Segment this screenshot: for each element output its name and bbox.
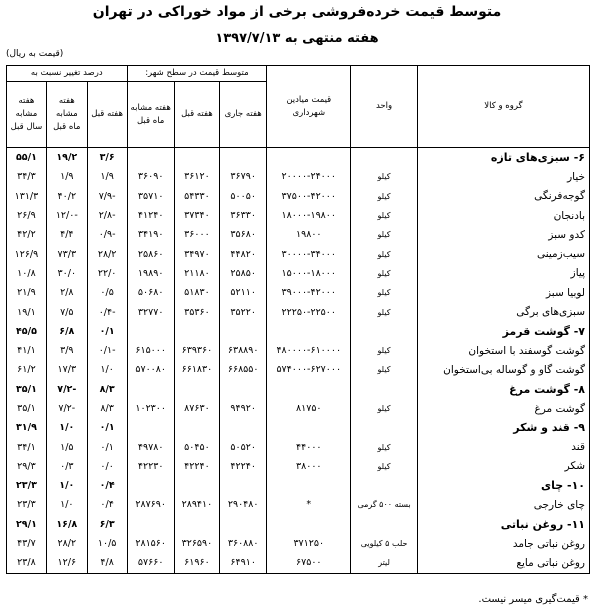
cell-change-year: ۴۳/۷ [7, 534, 47, 553]
cell-month-week: ۳۲۷۷۰ [127, 302, 174, 321]
cell-current-week: ۴۲۲۴۰ [220, 457, 267, 476]
cell-name: روغن نباتی مایع [417, 553, 589, 573]
cell-month-week: ۴۹۷۸۰ [127, 437, 174, 456]
cell-change-month: ۱/۹ [46, 167, 87, 186]
cell-change-year: ۲۹/۱ [7, 515, 47, 534]
table-row [7, 437, 590, 456]
cell-change-month: ۱۹/۲ [46, 148, 87, 168]
cell-change-month: ۶/۸ [46, 322, 87, 341]
cell-name: لوبیا سبز [417, 283, 589, 302]
cell-official-price: ۳۹۰۰۰-۴۲۰۰۰ [267, 283, 351, 302]
cell-prev-week: ۴۲۲۴۰ [174, 457, 219, 476]
cell-change-year: ۲۳/۳ [7, 495, 47, 514]
cell-name: شکر [417, 457, 589, 476]
cell-change-year: ۱۳۱/۳ [7, 187, 47, 206]
cell-change-prev-week: ۸/۳ [87, 399, 127, 418]
cell-change-year: ۴۲/۲ [7, 225, 47, 244]
cell-prev-week: ۳۶۱۲۰ [174, 167, 219, 186]
cell-change-prev-week: ۳/۶ [87, 148, 127, 168]
cell-month-week: ۴۲۲۳۰ [127, 457, 174, 476]
cell-unit [351, 322, 418, 341]
table-header [7, 66, 590, 148]
cell-change-prev-week: ۰/۰ [87, 457, 127, 476]
header-change-year: هفته مشابه سال قبل [7, 82, 47, 148]
cell-name: ۸- گوشت مرغ [417, 380, 589, 399]
cell-unit: کیلو [351, 187, 418, 206]
cell-change-prev-week: -۰/۹ [87, 225, 127, 244]
cell-current-week [220, 515, 267, 534]
cell-change-month: ۳/۹ [46, 341, 87, 360]
cell-prev-week: ۳۶۰۰۰ [174, 225, 219, 244]
cell-change-year: ۵۵/۱ [7, 148, 47, 168]
header-group: گروه و کالا [417, 66, 589, 148]
cell-unit: لیتر [351, 553, 418, 573]
cell-official-price: ۶۷۵۰۰ [267, 553, 351, 573]
cell-prev-week: ۳۷۳۴۰ [174, 206, 219, 225]
category-row [7, 380, 590, 399]
cell-current-week: ۵۲۱۱۰ [220, 283, 267, 302]
cell-change-month: ۴۰/۲ [46, 187, 87, 206]
cell-current-week [220, 322, 267, 341]
cell-change-month: ۱۲/۶ [46, 553, 87, 573]
cell-unit: کیلو [351, 167, 418, 186]
price-table [6, 65, 590, 574]
cell-current-week [220, 476, 267, 495]
cell-change-prev-week: ۲۸/۲ [87, 244, 127, 263]
cell-change-month: ۱۷/۳ [46, 360, 87, 379]
cell-official-price: ۳۷۱۲۵۰ [267, 534, 351, 553]
category-row [7, 322, 590, 341]
cell-unit: کیلو [351, 437, 418, 456]
cell-change-prev-week: ۰/۵ [87, 283, 127, 302]
cell-current-week: ۶۳۸۸۹۰ [220, 341, 267, 360]
cell-current-week: ۲۵۸۵۰ [220, 264, 267, 283]
header-change-prev-week: هفته قبل [87, 82, 127, 148]
cell-prev-week: ۵۱۸۳۰ [174, 283, 219, 302]
header-current-week: هفته جاری [220, 82, 267, 148]
cell-current-week [220, 380, 267, 399]
cell-unit: کیلو [351, 206, 418, 225]
cell-prev-week: ۶۱۹۶۰ [174, 553, 219, 573]
cell-official-price [267, 322, 351, 341]
cell-change-prev-week: ۱/۰ [87, 360, 127, 379]
cell-month-week [127, 322, 174, 341]
cell-month-week: ۵۷۰۰۸۰ [127, 360, 174, 379]
cell-official-price: ۲۲۲۵۰-۲۲۵۰۰ [267, 302, 351, 321]
cell-name: ۶- سبزی‌های تازه [417, 148, 589, 168]
cell-prev-week: ۵۰۴۵۰ [174, 437, 219, 456]
cell-current-week: ۴۴۸۲۰ [220, 244, 267, 263]
cell-prev-week [174, 476, 219, 495]
cell-change-month: ۱/۰ [46, 476, 87, 495]
table-row [7, 206, 590, 225]
cell-change-month: -۷/۲ [46, 399, 87, 418]
cell-change-month: ۰/۳ [46, 457, 87, 476]
cell-name: گوشت گوسفند با استخوان [417, 341, 589, 360]
cell-current-week: ۳۶۷۹۰ [220, 167, 267, 186]
cell-prev-week: ۳۴۹۷۰ [174, 244, 219, 263]
cell-current-week: ۳۶۰۸۸۰ [220, 534, 267, 553]
cell-name: چای خارجی [417, 495, 589, 514]
cell-unit: کیلو [351, 341, 418, 360]
cell-official-price: ۴۸۰۰۰۰-۶۱۰۰۰۰ [267, 341, 351, 360]
cell-official-price: ۳۷۵۰۰-۴۲۰۰۰ [267, 187, 351, 206]
cell-month-week: ۲۵۸۶۰ [127, 244, 174, 263]
cell-official-price [267, 148, 351, 168]
cell-official-price: ۱۸۰۰۰-۱۹۸۰۰ [267, 206, 351, 225]
cell-official-price: ۱۵۰۰۰-۱۸۰۰۰ [267, 264, 351, 283]
cell-month-week: ۳۵۷۱۰ [127, 187, 174, 206]
cell-month-week: ۳۴۱۹۰ [127, 225, 174, 244]
cell-month-week [127, 476, 174, 495]
cell-prev-week [174, 515, 219, 534]
cell-change-prev-week: ۰/۴ [87, 476, 127, 495]
cell-change-year: ۱۲۶/۹ [7, 244, 47, 263]
cell-current-week: ۵۰۰۵۰ [220, 187, 267, 206]
header-official-price: قیمت میادین شهرداری [267, 66, 351, 148]
unit-note: (قیمت به ریال) [6, 49, 64, 59]
table-row [7, 534, 590, 553]
cell-month-week [127, 148, 174, 168]
cell-month-week [127, 380, 174, 399]
cell-name: گوجه‌فرنگی [417, 187, 589, 206]
cell-prev-week: ۵۴۳۳۰ [174, 187, 219, 206]
cell-unit: کیلو [351, 399, 418, 418]
cell-change-year: ۲۳/۳ [7, 476, 47, 495]
cell-name: ۹- قند و شکر [417, 418, 589, 437]
header-change-month: هفته مشابه ماه قبل [46, 82, 87, 148]
cell-official-price [267, 418, 351, 437]
cell-prev-week: ۳۲۶۵۹۰ [174, 534, 219, 553]
cell-change-month: -۱۲/۰ [46, 206, 87, 225]
cell-month-week: ۵۰۶۸۰ [127, 283, 174, 302]
header-city-price: متوسط قیمت در سطح شهر: [127, 66, 267, 82]
cell-change-month: ۷/۵ [46, 302, 87, 321]
header-change: درصد تغییر نسبت به [7, 66, 128, 82]
cell-unit: حلب ۵ کیلویی [351, 534, 418, 553]
header-month-week: هفته مشابه ماه قبل [127, 82, 174, 148]
cell-current-week: ۶۶۸۵۵۰ [220, 360, 267, 379]
cell-change-year: ۳۵/۱ [7, 380, 47, 399]
cell-unit: کیلو [351, 225, 418, 244]
cell-name: روغن نباتی جامد [417, 534, 589, 553]
cell-prev-week [174, 380, 219, 399]
cell-prev-week: ۲۱۱۸۰ [174, 264, 219, 283]
cell-change-month: ۲۸/۲ [46, 534, 87, 553]
cell-current-week: ۶۴۹۱۰ [220, 553, 267, 573]
category-row [7, 515, 590, 534]
cell-official-price: ۸۱۷۵۰ [267, 399, 351, 418]
cell-name: گوشت گاو و گوساله بی‌استخوان [417, 360, 589, 379]
cell-change-year: ۳۵/۱ [7, 399, 47, 418]
cell-change-prev-week: ۰/۱ [87, 322, 127, 341]
table-body [7, 148, 590, 574]
cell-change-year: ۲۱/۹ [7, 283, 47, 302]
cell-official-price [267, 380, 351, 399]
cell-change-year: ۲۳/۸ [7, 553, 47, 573]
cell-name: سبزی‌های برگی [417, 302, 589, 321]
cell-change-year: ۳۱/۹ [7, 418, 47, 437]
header-prev-week: هفته قبل [174, 82, 219, 148]
cell-change-month: ۱۶/۸ [46, 515, 87, 534]
cell-change-prev-week: ۱/۹ [87, 167, 127, 186]
cell-unit [351, 380, 418, 399]
cell-name: پیاز [417, 264, 589, 283]
cell-change-month: ۴/۴ [46, 225, 87, 244]
cell-change-year: ۳۴/۱ [7, 437, 47, 456]
cell-unit [351, 515, 418, 534]
cell-name: گوشت مرغ [417, 399, 589, 418]
cell-change-month: ۱/۰ [46, 418, 87, 437]
cell-current-week: ۲۹۰۴۸۰ [220, 495, 267, 514]
cell-change-year: ۲۶/۹ [7, 206, 47, 225]
cell-name: ۱۱- روغن نباتی [417, 515, 589, 534]
cell-change-prev-week: -۰/۴ [87, 302, 127, 321]
cell-change-prev-week: -۷/۹ [87, 187, 127, 206]
cell-change-year: ۴۵/۵ [7, 322, 47, 341]
cell-name: ۷- گوشت قرمز [417, 322, 589, 341]
cell-current-week: ۵۰۵۲۰ [220, 437, 267, 456]
cell-name: کدو سبز [417, 225, 589, 244]
table-row [7, 283, 590, 302]
category-row [7, 148, 590, 168]
cell-change-year: ۶۱/۲ [7, 360, 47, 379]
cell-change-year: ۴۱/۱ [7, 341, 47, 360]
cell-change-year: ۲۹/۳ [7, 457, 47, 476]
table-row [7, 244, 590, 263]
table-row [7, 457, 590, 476]
cell-unit: کیلو [351, 264, 418, 283]
cell-change-month: ۲/۸ [46, 283, 87, 302]
report-title: متوسط قیمت خرده‌فروشی برخی از مواد خوراکی در تهران [92, 4, 502, 20]
cell-current-week: ۳۵۶۸۰ [220, 225, 267, 244]
cell-unit: کیلو [351, 244, 418, 263]
cell-month-week [127, 515, 174, 534]
cell-prev-week [174, 418, 219, 437]
cell-official-price: ۵۷۴۰۰۰-۶۲۷۰۰۰ [267, 360, 351, 379]
cell-current-week: ۹۴۹۲۰ [220, 399, 267, 418]
cell-unit: کیلو [351, 302, 418, 321]
cell-unit [351, 148, 418, 168]
cell-current-week [220, 418, 267, 437]
table-row [7, 187, 590, 206]
cell-official-price [267, 476, 351, 495]
cell-change-year: ۱۹/۱ [7, 302, 47, 321]
header-unit: واحد [351, 66, 418, 148]
cell-change-prev-week: -۰/۱ [87, 341, 127, 360]
cell-month-week [127, 418, 174, 437]
cell-prev-week [174, 148, 219, 168]
cell-current-week: ۳۶۳۳۰ [220, 206, 267, 225]
cell-month-week: ۲۸۷۶۹۰ [127, 495, 174, 514]
cell-change-month: -۷/۲ [46, 380, 87, 399]
cell-change-prev-week: ۰/۱ [87, 418, 127, 437]
cell-unit: کیلو [351, 360, 418, 379]
cell-month-week: ۱۹۸۹۰ [127, 264, 174, 283]
cell-change-prev-week: ۰/۴ [87, 495, 127, 514]
cell-prev-week: ۳۵۳۶۰ [174, 302, 219, 321]
cell-prev-week: ۲۸۹۴۱۰ [174, 495, 219, 514]
cell-name: خیار [417, 167, 589, 186]
cell-prev-week [174, 322, 219, 341]
report-subtitle: هفته منتهی به ۱۳۹۷/۷/۱۳ [215, 31, 379, 46]
table-row [7, 225, 590, 244]
cell-official-price: ۲۰۰۰۰-۲۴۰۰۰ [267, 167, 351, 186]
cell-change-year: ۱۰/۸ [7, 264, 47, 283]
cell-change-month: ۷۳/۳ [46, 244, 87, 263]
table-row [7, 360, 590, 379]
cell-name: ۱۰- چای [417, 476, 589, 495]
cell-official-price: * [267, 495, 351, 514]
footnote: * قیمت‌گیری میسر نیست. [478, 594, 588, 605]
cell-change-prev-week: -۲/۸ [87, 206, 127, 225]
table-row [7, 553, 590, 573]
cell-official-price: ۱۹۸۰۰ [267, 225, 351, 244]
table-row [7, 302, 590, 321]
table-row [7, 264, 590, 283]
category-row [7, 476, 590, 495]
cell-month-week: ۵۷۶۶۰ [127, 553, 174, 573]
cell-month-week: ۱۰۲۳۰۰ [127, 399, 174, 418]
table-row [7, 495, 590, 514]
cell-change-prev-week: ۶/۳ [87, 515, 127, 534]
cell-change-prev-week: ۲۲/۰ [87, 264, 127, 283]
cell-month-week: ۴۱۲۴۰ [127, 206, 174, 225]
cell-prev-week: ۸۷۶۳۰ [174, 399, 219, 418]
cell-unit: بسته ۵۰۰ گرمی [351, 495, 418, 514]
table-row [7, 341, 590, 360]
cell-change-month: ۳۰/۰ [46, 264, 87, 283]
cell-name: بادنجان [417, 206, 589, 225]
category-row [7, 418, 590, 437]
cell-name: سیب‌زمینی [417, 244, 589, 263]
cell-unit [351, 418, 418, 437]
cell-unit [351, 476, 418, 495]
table-row [7, 167, 590, 186]
cell-current-week: ۳۵۲۲۰ [220, 302, 267, 321]
cell-official-price: ۳۰۰۰۰-۳۴۰۰۰ [267, 244, 351, 263]
cell-official-price: ۳۸۰۰۰ [267, 457, 351, 476]
cell-change-month: ۱/۰ [46, 495, 87, 514]
table-row [7, 399, 590, 418]
cell-change-month: ۱/۵ [46, 437, 87, 456]
cell-change-prev-week: ۸/۳ [87, 380, 127, 399]
cell-prev-week: ۶۳۹۳۶۰ [174, 341, 219, 360]
cell-change-prev-week: ۰/۱ [87, 437, 127, 456]
cell-month-week: ۳۶۰۹۰ [127, 167, 174, 186]
cell-prev-week: ۶۶۱۸۳۰ [174, 360, 219, 379]
cell-unit: کیلو [351, 457, 418, 476]
cell-official-price: ۴۴۰۰۰ [267, 437, 351, 456]
cell-month-week: ۶۱۵۰۰۰ [127, 341, 174, 360]
cell-name: قند [417, 437, 589, 456]
cell-change-prev-week: ۴/۸ [87, 553, 127, 573]
cell-current-week [220, 148, 267, 168]
cell-change-year: ۳۴/۳ [7, 167, 47, 186]
cell-change-prev-week: ۱۰/۵ [87, 534, 127, 553]
cell-unit: کیلو [351, 283, 418, 302]
cell-month-week: ۲۸۱۵۶۰ [127, 534, 174, 553]
cell-official-price [267, 515, 351, 534]
